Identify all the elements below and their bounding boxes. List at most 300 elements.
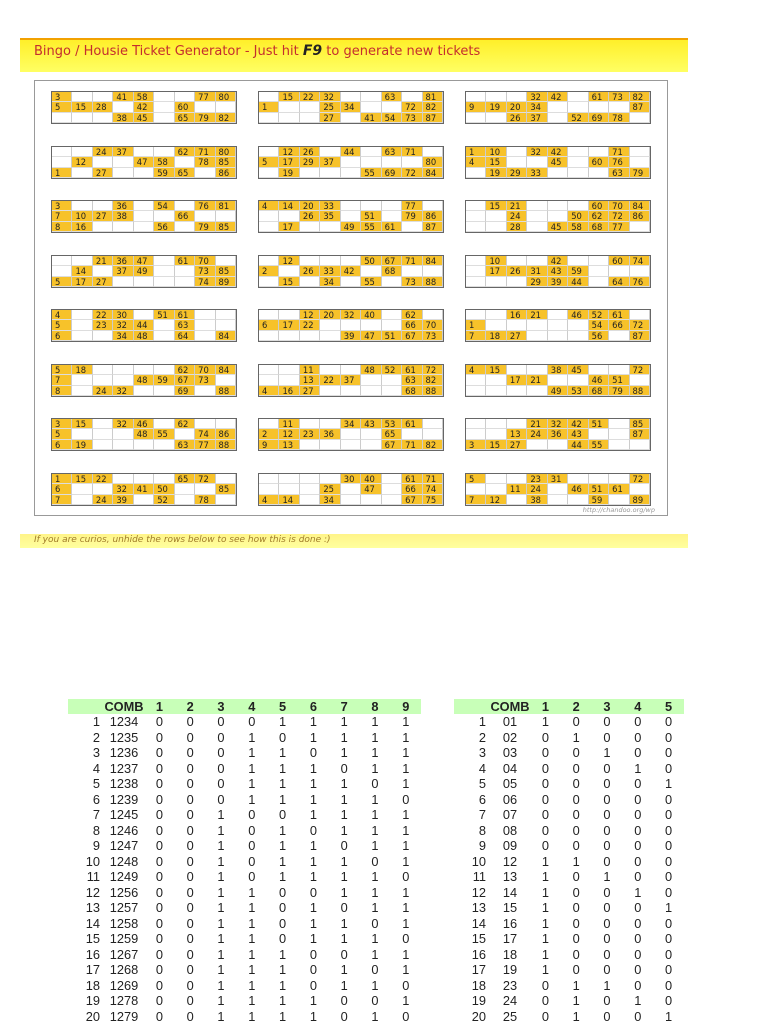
ticket-cell [486, 113, 506, 123]
table-cell: 1 [217, 807, 225, 823]
table-cell: 0 [572, 822, 580, 838]
table-cell: 0 [541, 729, 549, 745]
ticket-cell: 13 [279, 440, 299, 450]
table-cell: 0 [665, 977, 673, 993]
ticket-cell [154, 365, 174, 375]
ticket-cell: 58 [568, 222, 588, 232]
ticket-cell [568, 92, 588, 102]
table-cell: 0 [634, 745, 642, 761]
ticket-cell: 61 [402, 474, 422, 484]
ticket-cell [361, 157, 381, 167]
table-cell: 1 [248, 993, 256, 1009]
table-cell: 1 [309, 915, 317, 931]
ticket-cell: 42 [341, 266, 361, 276]
credit-link[interactable]: http://chandoo.org/wp [582, 506, 655, 514]
table-cell: 23 [502, 977, 518, 993]
table-cell: 20 [85, 1008, 100, 1024]
ticket-cell [589, 365, 609, 375]
table-cell: 1 [371, 1008, 379, 1024]
ticket-cell [361, 320, 381, 330]
ticket-cell: 44 [341, 147, 361, 157]
ticket-cell: 52 [568, 113, 588, 123]
table-cell: 0 [665, 714, 673, 730]
table-row [68, 745, 421, 761]
ticket-cell: 80 [423, 157, 443, 167]
ticket-cell [423, 310, 443, 320]
ticket-cell: 51 [382, 331, 402, 341]
ticket-cell: 30 [341, 474, 361, 484]
ticket-cell: 66 [175, 211, 195, 221]
table-cell: 1279 [109, 1008, 139, 1024]
ticket-cell [113, 440, 133, 450]
ticket-cell [320, 365, 340, 375]
table-cell: 0 [634, 931, 642, 947]
ticket-cell: 55 [361, 222, 381, 232]
table-cell: 1 [217, 962, 225, 978]
table-row [454, 1009, 684, 1024]
ticket-cell [466, 222, 486, 232]
table-cell: 1 [340, 729, 348, 745]
table-cell: 1 [371, 807, 379, 823]
ticket-cell: 42 [548, 92, 568, 102]
table-cell: 0 [217, 791, 225, 807]
table-cell: 0 [541, 993, 549, 1009]
ticket-cell: 71 [609, 147, 629, 157]
ticket-cell [175, 429, 195, 439]
ticket-cell [486, 474, 506, 484]
table-cell: 1 [309, 931, 317, 947]
ticket-cell: 47 [134, 157, 154, 167]
ticket-cell: 78 [195, 495, 215, 505]
table-cell: 0 [309, 962, 317, 978]
ticket-cell: 3 [466, 440, 486, 450]
ticket-cell: 16 [279, 386, 299, 396]
ticket-cell: 26 [300, 211, 320, 221]
ticket-cell: 4 [259, 495, 279, 505]
ticket-cell: 74 [195, 429, 215, 439]
table-cell: 0 [665, 760, 673, 776]
ticket-cell [154, 386, 174, 396]
ticket-cell: 73 [402, 277, 422, 287]
ticket-cell [568, 147, 588, 157]
ticket-cell: 10 [486, 256, 506, 266]
ticket-cell [548, 102, 568, 112]
ticket-cell: 54 [589, 320, 609, 330]
table-cell: 0 [665, 807, 673, 823]
ticket-cell [216, 419, 236, 429]
ticket-cell: 43 [548, 266, 568, 276]
ticket-cell [507, 320, 527, 330]
ticket-cell: 32 [113, 320, 133, 330]
ticket-cell [113, 168, 133, 178]
ticket-cell: 87 [423, 113, 443, 123]
table-row [454, 838, 684, 854]
ticket-cell: 81 [423, 92, 443, 102]
ticket-cell: 5 [52, 320, 72, 330]
ticket-cell [507, 256, 527, 266]
table-cell: 0 [155, 900, 163, 916]
title-key: F9 [302, 43, 323, 59]
ticket-cell: 39 [113, 495, 133, 505]
ticket-cell [568, 157, 588, 167]
table-cell: 1 [248, 1008, 256, 1024]
ticket-cell: 64 [175, 331, 195, 341]
ticket-cell [589, 147, 609, 157]
ticket-cell: 32 [527, 147, 547, 157]
ticket-cell [134, 310, 154, 320]
table-cell: 0 [634, 714, 642, 730]
table-row [68, 885, 421, 901]
ticket-cell [630, 147, 650, 157]
ticket-cell: 13 [507, 429, 527, 439]
table-row [68, 978, 421, 994]
bingo-ticket [51, 146, 237, 179]
table-cell: 0 [340, 946, 348, 962]
table-cell: 1 [402, 993, 410, 1009]
bingo-ticket [51, 91, 237, 124]
ticket-cell: 34 [341, 419, 361, 429]
table-cell: 17 [502, 931, 518, 947]
table-row [454, 714, 684, 730]
ticket-cell [341, 201, 361, 211]
table-cell: 0 [665, 931, 673, 947]
table-cell: 1 [340, 884, 348, 900]
ticket-cell: 88 [423, 277, 443, 287]
table-cell: 1245 [109, 807, 139, 823]
ticket-cell [259, 222, 279, 232]
ticket-cell: 47 [134, 256, 154, 266]
table-cell: 6 [92, 791, 100, 807]
ticket-cell: 19 [486, 168, 506, 178]
ticket-cell: 58 [154, 157, 174, 167]
ticket-cell: 23 [300, 429, 320, 439]
ticket-cell [486, 310, 506, 320]
ticket-cell: 61 [382, 222, 402, 232]
table-cell: 0 [603, 1008, 611, 1024]
table-cell: 0 [603, 822, 611, 838]
table-row [68, 931, 421, 947]
ticket-cell [195, 331, 215, 341]
ticket-cell [52, 256, 72, 266]
table-cell: 0 [634, 977, 642, 993]
title-banner [20, 38, 688, 72]
ticket-cell: 88 [216, 440, 236, 450]
ticket-cell: 85 [630, 419, 650, 429]
ticket-cell: 56 [154, 222, 174, 232]
table-cell: 0 [665, 915, 673, 931]
ticket-cell [93, 429, 113, 439]
ticket-cell [341, 429, 361, 439]
ticket-cell: 20 [300, 201, 320, 211]
ticket-cell [589, 102, 609, 112]
table-cell: 1239 [109, 791, 139, 807]
ticket-cell: 5 [259, 157, 279, 167]
ticket-cell: 7 [466, 495, 486, 505]
ticket-cell: 88 [216, 386, 236, 396]
ticket-cell [72, 495, 92, 505]
ticket-cell [93, 157, 113, 167]
ticket-cell: 63 [402, 375, 422, 385]
table-cell: 0 [371, 853, 379, 869]
ticket-cell [134, 277, 154, 287]
ticket-cell: 32 [320, 92, 340, 102]
ticket-cell [113, 429, 133, 439]
table-cell: 1 [279, 791, 287, 807]
ticket-cell: 2 [259, 429, 279, 439]
table-cell: 0 [572, 869, 580, 885]
table-header-cell: 1 [144, 699, 175, 714]
table-cell: 0 [541, 1008, 549, 1024]
ticket-cell: 12 [279, 256, 299, 266]
ticket-cell [466, 113, 486, 123]
table-cell: 0 [402, 791, 410, 807]
ticket-cell [195, 419, 215, 429]
ticket-cell: 21 [527, 419, 547, 429]
ticket-cell: 84 [216, 331, 236, 341]
ticket-cell: 78 [609, 113, 629, 123]
ticket-cell [423, 147, 443, 157]
table-cell: 1 [340, 915, 348, 931]
ticket-cell [93, 440, 113, 450]
ticket-cell: 41 [113, 92, 133, 102]
table-cell: 1 [279, 946, 287, 962]
ticket-cell [486, 320, 506, 330]
ticket-cell [341, 365, 361, 375]
ticket-cell [630, 375, 650, 385]
ticket-cell: 3 [52, 92, 72, 102]
bingo-ticket [465, 200, 651, 233]
ticket-cell: 55 [361, 168, 381, 178]
ticket-cell: 46 [568, 310, 588, 320]
table-cell: 1 [572, 993, 580, 1009]
ticket-cell: 76 [630, 277, 650, 287]
ticket-cell: 82 [423, 102, 443, 112]
ticket-cell: 5 [466, 474, 486, 484]
ticket-cell: 79 [630, 168, 650, 178]
ticket-cell: 68 [382, 266, 402, 276]
ticket-cell: 24 [93, 147, 113, 157]
table-cell: 0 [155, 962, 163, 978]
title-suffix: to generate new tickets [326, 44, 481, 59]
table-cell: 0 [155, 884, 163, 900]
ticket-cell [568, 102, 588, 112]
ticket-cell: 12 [486, 495, 506, 505]
ticket-cell [259, 92, 279, 102]
bingo-ticket [258, 200, 444, 233]
ticket-cell: 15 [279, 277, 299, 287]
ticket-cell [279, 331, 299, 341]
table-cell: 0 [186, 776, 194, 792]
ticket-cell [548, 211, 568, 221]
table-cell: 3 [478, 745, 486, 761]
ticket-cell [466, 484, 486, 494]
ticket-cell [216, 495, 236, 505]
table-cell: 1 [541, 853, 549, 869]
ticket-cell: 12 [300, 310, 320, 320]
table-cell: 1 [217, 993, 225, 1009]
table-cell: 1 [217, 977, 225, 993]
table-cell: 0 [541, 838, 549, 854]
table-cell: 0 [603, 791, 611, 807]
table-cell: 0 [634, 807, 642, 823]
ticket-cell: 4 [259, 201, 279, 211]
ticket-cell: 24 [93, 386, 113, 396]
ticket-cell [259, 277, 279, 287]
ticket-cell [279, 266, 299, 276]
ticket-cell: 72 [402, 168, 422, 178]
ticket-cell: 43 [361, 419, 381, 429]
ticket-cell: 2 [259, 266, 279, 276]
table-cell: 0 [371, 993, 379, 1009]
table-cell: 7 [92, 807, 100, 823]
ticket-cell: 63 [609, 168, 629, 178]
table-cell: 1 [340, 962, 348, 978]
ticket-cell [52, 113, 72, 123]
ticket-cell [507, 92, 527, 102]
table-cell: 0 [155, 838, 163, 854]
ticket-cell [93, 92, 113, 102]
table-row [68, 792, 421, 808]
ticket-cell [630, 266, 650, 276]
ticket-cell: 10 [486, 147, 506, 157]
ticket-cell [279, 211, 299, 221]
table-cell: 0 [217, 776, 225, 792]
ticket-cell: 68 [589, 386, 609, 396]
ticket-cell [134, 222, 154, 232]
ticket-cell [486, 484, 506, 494]
ticket-cell: 26 [507, 266, 527, 276]
ticket-cell [341, 157, 361, 167]
ticket-cell: 49 [341, 222, 361, 232]
table-row [68, 730, 421, 746]
ticket-cell [175, 92, 195, 102]
table-cell: 0 [371, 776, 379, 792]
ticket-cell [402, 266, 422, 276]
ticket-cell: 27 [93, 168, 113, 178]
ticket-cell [486, 222, 506, 232]
ticket-cell [589, 266, 609, 276]
ticket-cell: 26 [300, 266, 320, 276]
ticket-cell: 71 [423, 474, 443, 484]
ticket-cell: 86 [216, 429, 236, 439]
table-cell: 0 [248, 822, 256, 838]
ticket-cell: 72 [423, 365, 443, 375]
ticket-cell [341, 256, 361, 266]
ticket-cell: 47 [361, 484, 381, 494]
ticket-cell: 40 [361, 310, 381, 320]
ticket-cell: 27 [93, 211, 113, 221]
ticket-cell: 69 [175, 386, 195, 396]
ticket-cell [423, 201, 443, 211]
ticket-cell: 87 [423, 222, 443, 232]
ticket-cell: 34 [320, 495, 340, 505]
ticket-cell: 7 [52, 211, 72, 221]
ticket-cell [279, 484, 299, 494]
table-cell: 0 [186, 884, 194, 900]
table-cell: 0 [309, 745, 317, 761]
ticket-cell: 17 [279, 157, 299, 167]
table-cell: 9 [478, 838, 486, 854]
ticket-cell: 11 [300, 365, 320, 375]
table-cell: 16 [85, 946, 100, 962]
table-cell: 1 [371, 745, 379, 761]
ticket-cell [259, 331, 279, 341]
ticket-cell: 38 [527, 495, 547, 505]
ticket-cell: 72 [402, 102, 422, 112]
table-cell: 19 [471, 993, 486, 1009]
ticket-cell: 66 [609, 320, 629, 330]
bingo-ticket [258, 146, 444, 179]
table-cell: 1 [248, 962, 256, 978]
table-cell: 1 [217, 853, 225, 869]
ticket-cell: 1 [466, 320, 486, 330]
ticket-cell [341, 440, 361, 450]
ticket-cell: 66 [402, 320, 422, 330]
ticket-cell [486, 277, 506, 287]
table-cell: 18 [502, 946, 518, 962]
table-cell: 0 [572, 760, 580, 776]
bingo-ticket [258, 309, 444, 342]
table-cell: 0 [603, 993, 611, 1009]
table-cell: 0 [634, 838, 642, 854]
ticket-cell [341, 320, 361, 330]
ticket-cell: 7 [52, 375, 72, 385]
table-cell: 1 [309, 714, 317, 730]
ticket-cell [527, 386, 547, 396]
ticket-cell: 72 [630, 365, 650, 375]
ticket-cell: 61 [175, 256, 195, 266]
table-cell: 0 [279, 884, 287, 900]
ticket-cell: 51 [361, 211, 381, 221]
ticket-cell [527, 222, 547, 232]
table-cell: 0 [279, 900, 287, 916]
ticket-cell [548, 331, 568, 341]
table-cell: 0 [155, 946, 163, 962]
ticket-cell: 29 [507, 168, 527, 178]
ticket-cell: 67 [382, 440, 402, 450]
table-row [68, 947, 421, 963]
ticket-cell: 50 [154, 484, 174, 494]
ticket-cell [568, 375, 588, 385]
ticket-cell: 48 [134, 331, 154, 341]
ticket-cell [466, 386, 486, 396]
ticket-cell: 70 [195, 256, 215, 266]
table-cell: 0 [572, 714, 580, 730]
ticket-cell [93, 484, 113, 494]
ticket-cell: 70 [195, 365, 215, 375]
ticket-cell [527, 365, 547, 375]
table-cell: 1234 [109, 714, 139, 730]
table-cell: 3 [92, 745, 100, 761]
ticket-cell [527, 440, 547, 450]
page-title [34, 43, 480, 59]
table-cell: 1 [309, 807, 317, 823]
table-cell: 1 [665, 900, 673, 916]
ticket-cell [300, 474, 320, 484]
ticket-cell [609, 365, 629, 375]
ticket-cell [300, 113, 320, 123]
ticket-cell: 40 [361, 474, 381, 484]
ticket-cell [72, 256, 92, 266]
ticket-cell [361, 102, 381, 112]
ticket-cell [589, 429, 609, 439]
ticket-cell: 33 [320, 266, 340, 276]
table-cell: 1 [402, 714, 410, 730]
ticket-cell: 6 [259, 320, 279, 330]
table-cell: 1 [248, 745, 256, 761]
ticket-cell [259, 365, 279, 375]
ticket-cell [568, 168, 588, 178]
